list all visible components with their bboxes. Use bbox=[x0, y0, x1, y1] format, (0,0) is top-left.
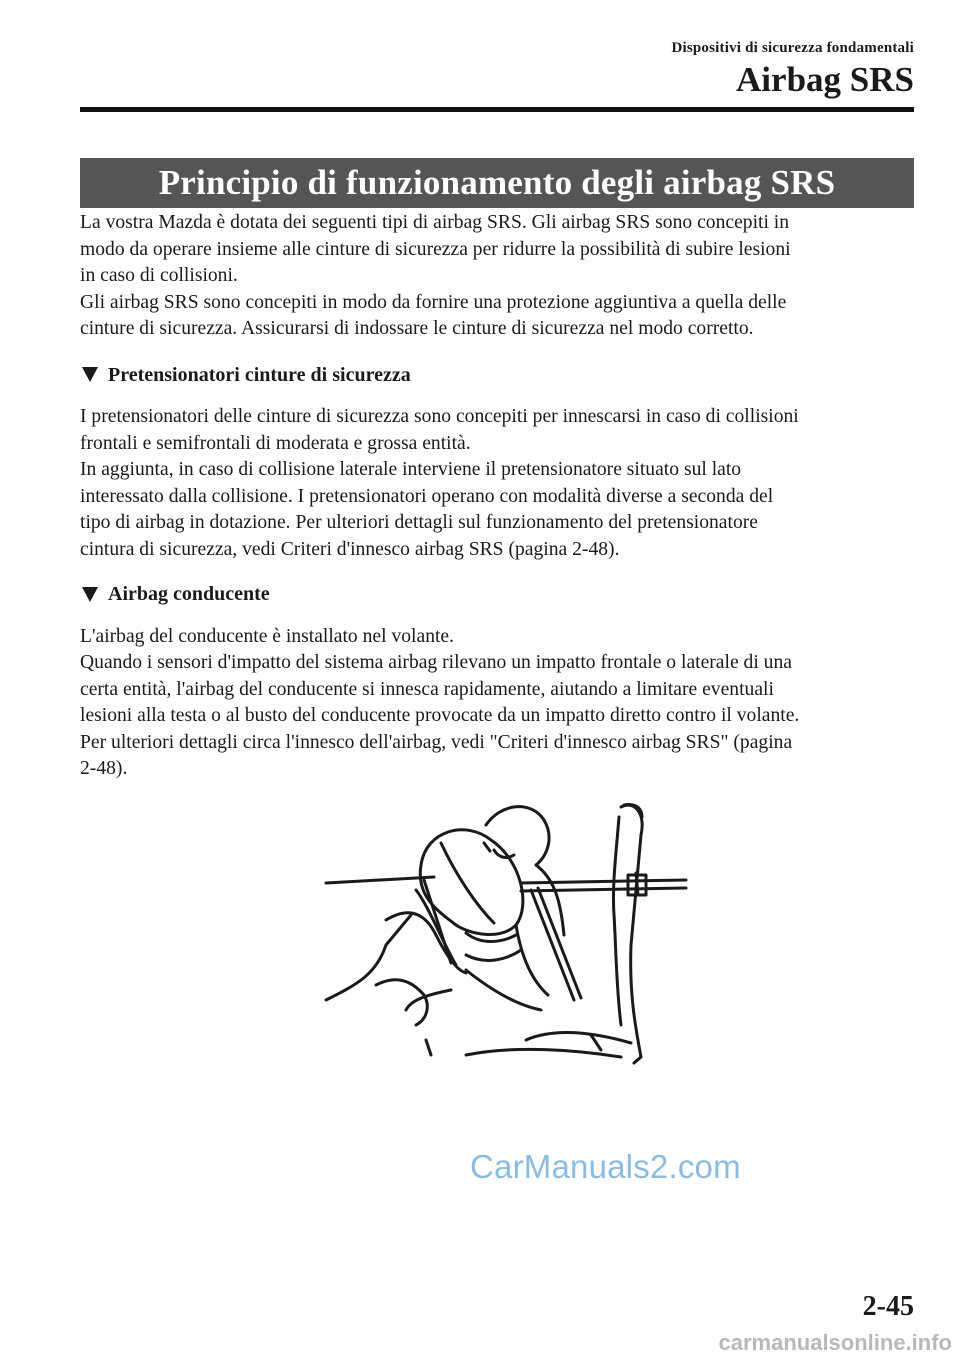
text-line: Per ulteriori dettagli circa l'innesco dell'airbag, vedi "Criteri d'innesco airbag SRS" (pagina bbox=[80, 731, 793, 753]
intro-paragraph bbox=[80, 210, 910, 343]
header-rule bbox=[80, 107, 914, 112]
text-line: In aggiunta, in caso di collisione laterale interviene il pretensionatore situato sul lato bbox=[80, 459, 742, 480]
triangle-bullet-icon bbox=[82, 587, 98, 602]
text-line: frontali e semifrontali di moderata e grossa entità. bbox=[80, 432, 471, 454]
text-line: I pretensionatori delle cinture di sicurezza sono concepiti per innescarsi in caso di collisioni bbox=[80, 406, 799, 427]
driver-airbag-paragraph bbox=[80, 624, 910, 783]
page-number: 2-45 bbox=[862, 1291, 914, 1322]
text-line: certa entità, l'airbag del conducente si innesca rapidamente, aiutando a limitare eventuali bbox=[80, 678, 774, 700]
text-line: in caso di collisioni. bbox=[80, 265, 238, 286]
text-line: cintura di sicurezza, vedi Criteri d'innesco airbag SRS (pagina 2-48). bbox=[80, 538, 620, 560]
section-label: Dispositivi di sicurezza fondamentali bbox=[671, 40, 914, 56]
text-line: lesioni alla testa o al busto del conducente provocate da un impatto diretto contro il volante. bbox=[80, 705, 800, 726]
subheading-text: Pretensionatori cinture di sicurezza bbox=[108, 363, 411, 386]
content bbox=[80, 210, 910, 783]
subheading-pretensioners bbox=[80, 362, 910, 389]
chapter-title: Airbag SRS bbox=[736, 60, 914, 99]
footer-watermark: carmanualsonline.info bbox=[718, 1330, 952, 1355]
text-line: 2-48). bbox=[80, 758, 128, 779]
text-line: L'airbag del conducente è installato nel volante. bbox=[80, 625, 455, 647]
watermark: CarManuals2.com bbox=[470, 1148, 741, 1185]
airbag-drawing bbox=[316, 795, 700, 1080]
subheading-text: Airbag conducente bbox=[108, 583, 270, 605]
text-line: Gli airbag SRS sono concepiti in modo da fornire una protezione aggiuntiva a quella delle bbox=[80, 291, 787, 313]
driver-airbag-illustration bbox=[316, 795, 700, 1080]
text-line: interessato dalla collisione. I pretensionatori operano con modalità diverse a seconda del bbox=[80, 485, 774, 507]
section-title: Principio di funzionamento degli airbag SRS bbox=[158, 163, 836, 202]
pretensioners-paragraph bbox=[80, 404, 910, 563]
triangle-bullet-icon bbox=[82, 367, 98, 382]
text-line: cinture di sicurezza. Assicurarsi di indossare le cinture di sicurezza nel modo corretto. bbox=[80, 318, 754, 339]
text-line: tipo di airbag in dotazione. Per ulteriori dettagli sul funzionamento del pretensionatore bbox=[80, 512, 758, 533]
running-header bbox=[671, 40, 914, 99]
text-line: La vostra Mazda è dotata dei seguenti tipi di airbag SRS. Gli airbag SRS sono concepiti in bbox=[80, 212, 790, 233]
subheading-driver-airbag bbox=[80, 581, 910, 608]
section-title-banner bbox=[80, 158, 914, 208]
text-line: Quando i sensori d'impatto del sistema airbag rilevano un impatto frontale o laterale di una bbox=[80, 652, 792, 673]
text-line: modo da operare insieme alle cinture di sicurezza per ridurre la possibilità di subire lesioni bbox=[80, 238, 791, 260]
